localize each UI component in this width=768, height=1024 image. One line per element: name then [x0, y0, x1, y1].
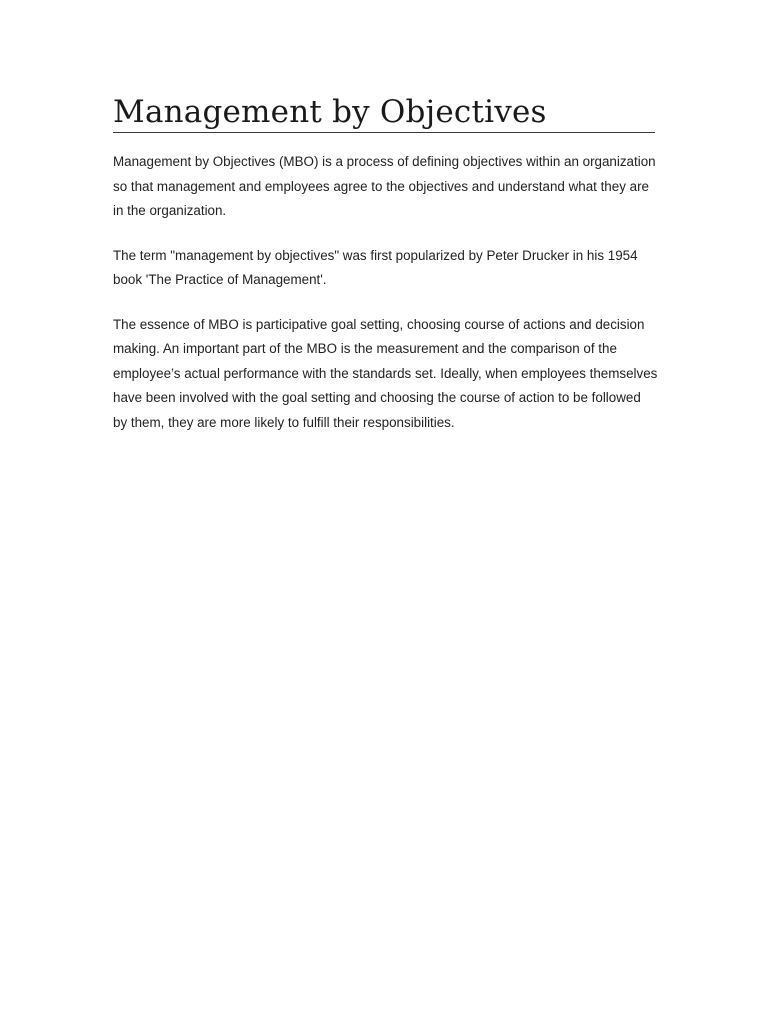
paragraph-essence: The essence of MBO is participative goal setting, choosing course of actions and decision making. An important part of the MBO is the measurement and the comparison of the employee’s actual performance with the standards set. Ideally, when employees themselves have been involved with the goal setting and choosing the course of action to be followed by them, they are more likely to fulfill their responsibilities.	[113, 316, 658, 430]
title-underline	[113, 132, 655, 133]
paragraph-origin: The term "management by objectives" was first popularized by Peter Drucker in his 1954 book 'The Practice of Management'.	[113, 247, 638, 287]
paragraph-definition: Management by Objectives (MBO) is a process of defining objectives within an organization so that management and employees agree to the objectives and understand what they are in the organization.	[113, 154, 656, 218]
page-title: Management by Objectives	[113, 94, 547, 130]
document-body	[113, 150, 658, 455]
